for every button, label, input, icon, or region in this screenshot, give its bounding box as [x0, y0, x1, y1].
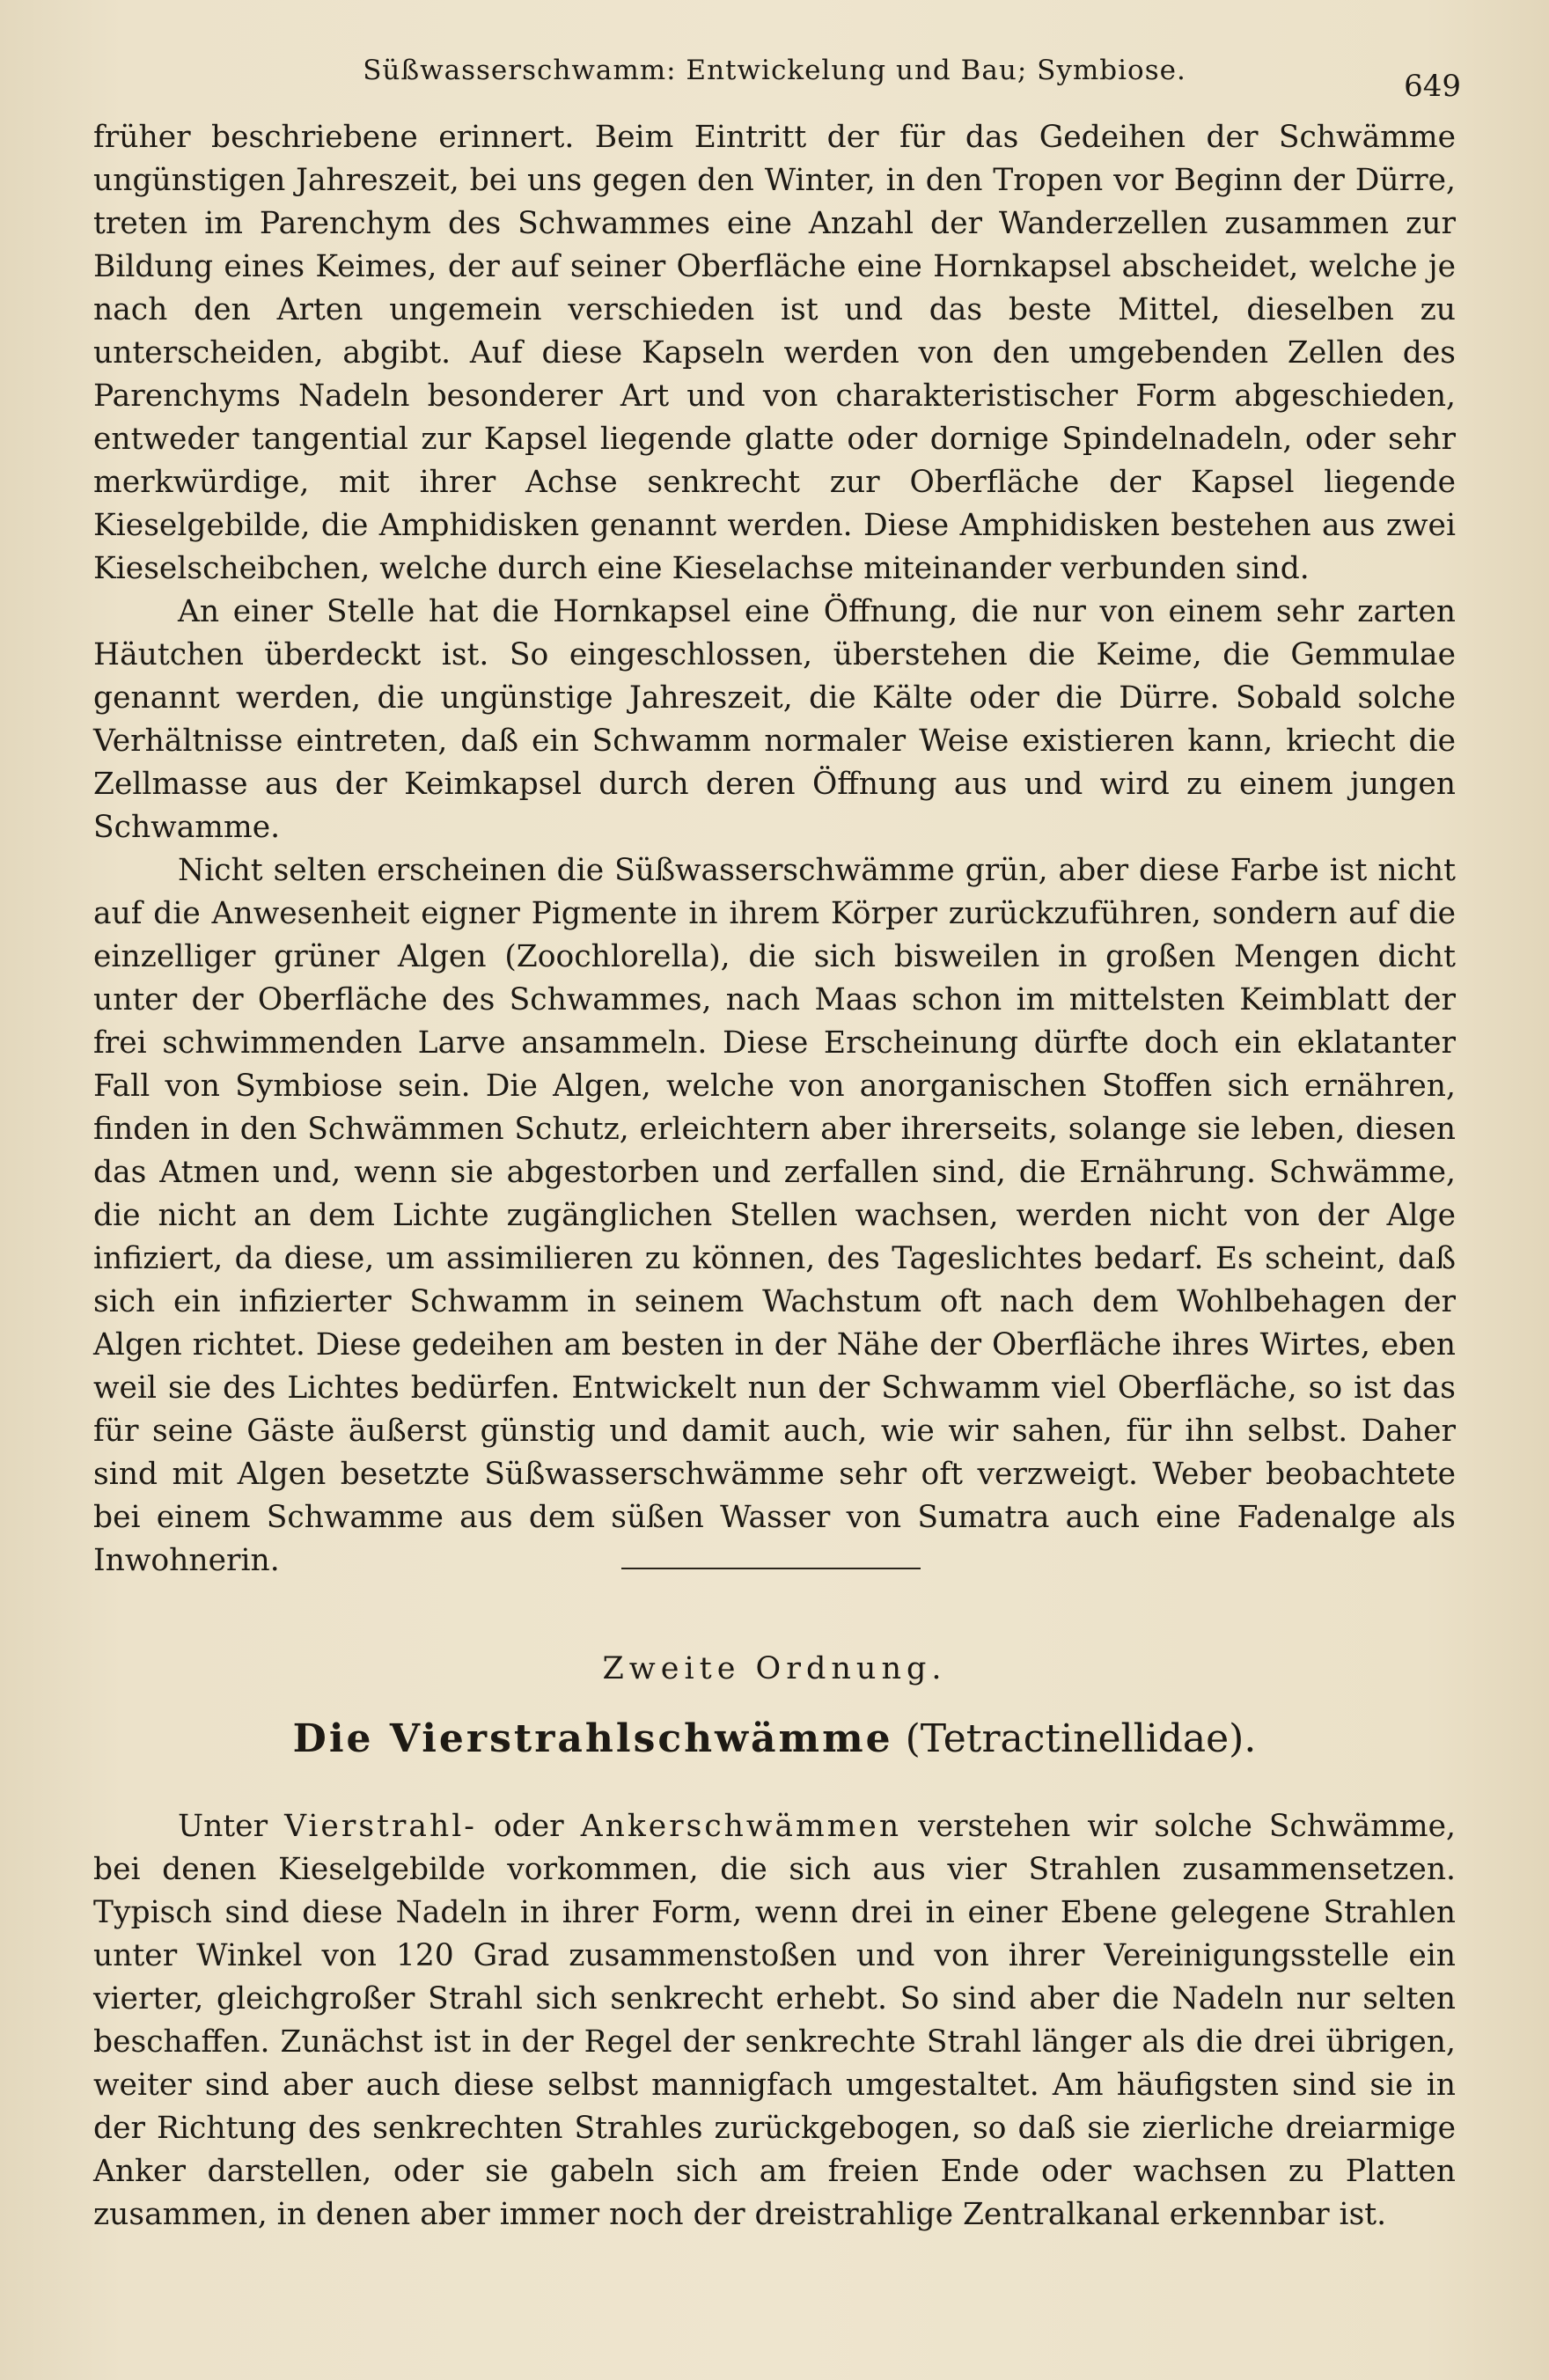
section-title-latin: (Tetractinellidae). [892, 1716, 1257, 1761]
running-head: Süßwasserschwamm: Entwickelung und Bau; Symbiose. [363, 55, 1186, 86]
term-ankerschwaemme: Ankerschwämmen [580, 1809, 902, 1844]
body-text-upper [93, 116, 1456, 1583]
connector-text: oder [476, 1809, 581, 1844]
section-title [0, 1716, 1549, 1761]
paragraph-1: früher beschriebene erinnert. Beim Eintritt der für das Gedeihen der Schwämme ungünstigen Jahreszeit, bei uns gegen den Winter, in den Tropen vor Beginn der Dürre, treten im Parenchym des Schwammes eine Anzahl der Wanderzellen zusammen zur Bildung eines Keimes, der auf seiner Oberfläche eine Hornkapsel abscheidet, welche je nach den Arten ungemein verschieden ist und das beste Mittel, dieselben zu unterscheiden, abgibt. Auf diese Kapseln werden von den umgebenden Zellen des Parenchyms Nadeln besonderer Art und von charakteristischer Form abgeschieden, entweder tangential zur Kapsel liegende glatte oder dornige Spindelnadeln, oder sehr merkwürdige, mit ihrer Achse senkrecht zur Oberfläche der Kapsel liegende Kieselgebilde, die Amphidisken genannt werden. Diese Amphidisken bestehen aus zwei Kieselscheibchen, welche durch eine Kieselachse miteinander verbunden sind. [93, 120, 1456, 586]
paragraph-3: Nicht selten erscheinen die Süßwasserschwämme grün, aber diese Farbe ist nicht auf die Anwesenheit eigner Pigmente in ihrem Körper zurückzuführen, sondern auf die einzelliger grüner Algen (Zoochlorella), die sich bisweilen in großen Mengen dicht unter der Oberfläche des Schwammes, nach Maas schon im mittelsten Keimblatt der frei schwimmenden Larve ansammeln. Diese Erscheinung dürfte doch ein eklatanter Fall von Symbiose sein. Die Algen, welche von anorganischen Stoffen sich ernähren, finden in den Schwämmen Schutz, erleichtern aber ihrerseits, solange sie leben, diesen das Atmen und, wenn sie abgestorben und zerfallen sind, die Ernährung. Schwämme, die nicht an dem Lichte zugänglichen Stellen wachsen, werden nicht von der Alge infiziert, da diese, um assimilieren zu können, des Tageslichtes bedarf. Es scheint, daß sich ein infizierter Schwamm in seinem Wachstum oft nach dem Wohlbehagen der Algen richtet. Diese gedeihen am besten in der Nähe der Oberfläche ihres Wirtes, eben weil sie des Lichtes bedürfen. Entwickelt nun der Schwamm viel Oberfläche, so ist das für seine Gäste äußerst günstig und damit auch, wie wir sahen, für ihn selbst. Daher sind mit Algen besetzte Süßwasserschwämme sehr oft verzweigt. Weber beobachtete bei einem Schwamme aus dem süßen Wasser von Sumatra auch eine Fadenalge als Inwohnerin. [93, 853, 1456, 1578]
page-header [88, 51, 1461, 104]
lead-text: Unter [178, 1809, 285, 1844]
paragraph-2: An einer Stelle hat die Hornkapsel eine Öffnung, die nur von einem sehr zarten Häutchen überdeckt ist. So eingeschlossen, überstehen die Keime, die Gemmulae genannt werden, die ungünstige Jahreszeit, die Kälte oder die Dürre. Sobald solche Verhältnisse eintreten, daß ein Schwamm normaler Weise existieren kann, kriecht die Zellmasse aus der Keimkapsel durch deren Öffnung aus und wird zu einem jungen Schwamme. [93, 594, 1456, 845]
paragraph-rest: verstehen wir solche Schwämme, bei denen Kieselgebilde vorkommen, die sich aus vier Strahlen zusammensetzen. Typisch sind diese Nadeln in ihrer Form, wenn drei in einer Ebene gelegene Strahlen unter Winkel von 120 Grad zusammenstoßen und von ihrer Vereinigungsstelle ein vierter, gleichgroßer Strahl sich senkrecht erhebt. So sind aber die Nadeln nur selten beschaffen. Zunächst ist in der Regel der senkrechte Strahl länger als die drei übrigen, weiter sind aber auch diese selbst mannigfach umgestaltet. Am häufigsten sind sie in der Richtung des senkrechten Strahles zurückgebogen, so daß sie zierliche dreiarmige Anker darstellen, oder sie gabeln sich am freien Ende oder wachsen zu Platten zusammen, in denen aber immer noch der dreistrahlige Zentralkanal erkennbar ist. [93, 1809, 1456, 2232]
section-paragraph-1 [93, 1805, 1456, 2237]
body-text-lower [93, 1805, 1456, 2237]
order-heading: Zweite Ordnung. [602, 1651, 947, 1686]
section-title-german: Die Vierstrahlschwämme [292, 1716, 893, 1761]
section-divider [621, 1568, 921, 1569]
term-vierstrahl: Vierstrahl- [284, 1809, 477, 1844]
page-number: 649 [1404, 69, 1461, 104]
